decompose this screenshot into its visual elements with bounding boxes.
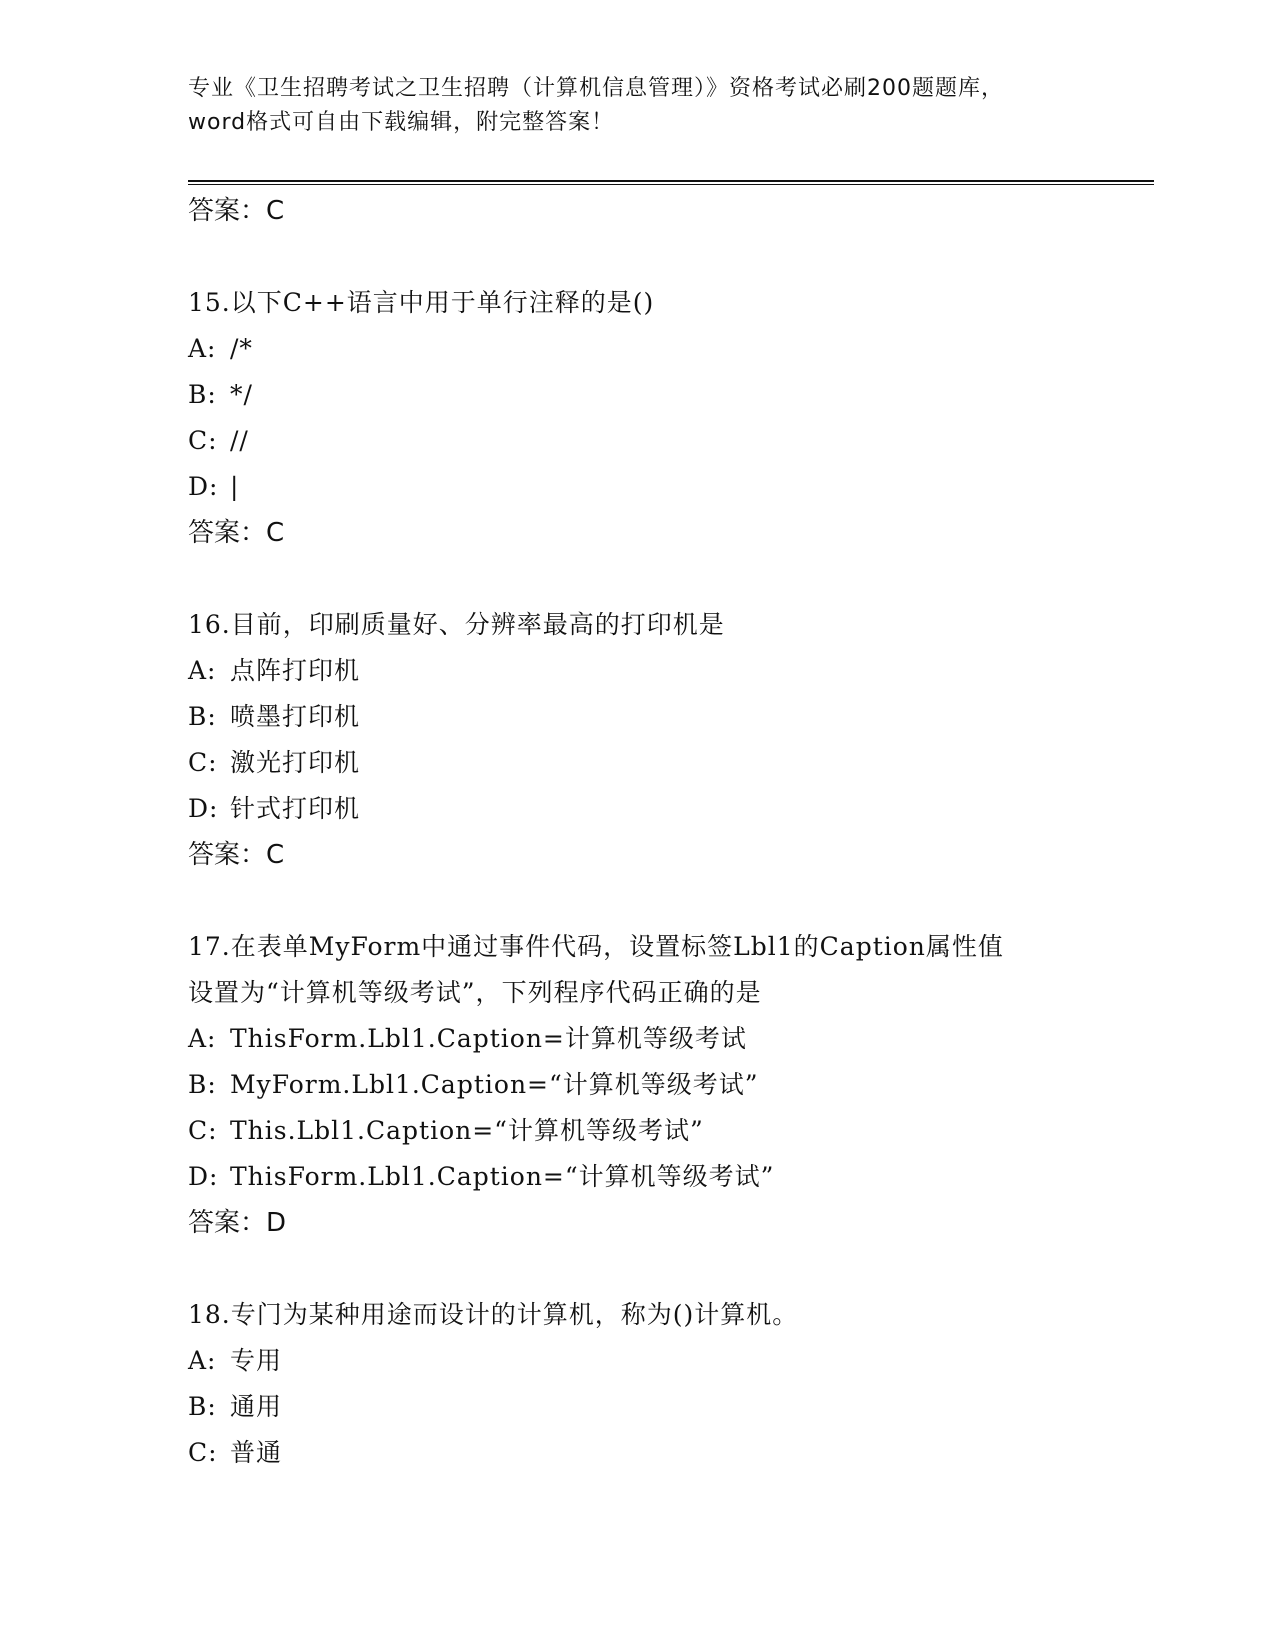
option-c	[188, 1108, 1154, 1154]
option-c	[188, 418, 1154, 464]
option-key: A:	[188, 1024, 217, 1053]
spacer	[188, 234, 1154, 280]
option-b	[188, 1384, 1154, 1430]
option-a	[188, 326, 1154, 372]
option-key: B:	[188, 702, 217, 731]
option-d	[188, 786, 1154, 832]
header-line-1: 专业《卫生招聘考试之卫生招聘（计算机信息管理）》资格考试必刷200题题库，	[188, 76, 1004, 101]
question-15	[188, 280, 1154, 556]
option-key: D:	[188, 794, 219, 823]
option-text: 普通	[230, 1438, 283, 1467]
option-text: MyForm.Lbl1.Caption=“计算机等级考试”	[230, 1070, 759, 1099]
answer-line: 答案：D	[188, 1208, 287, 1238]
question-list	[188, 188, 1154, 1476]
option-c	[188, 740, 1154, 786]
option-key: B:	[188, 380, 217, 409]
option-text: //	[230, 426, 249, 455]
option-key: C:	[188, 748, 218, 777]
question-stem: 16.目前，印刷质量好、分辨率最高的打印机是	[188, 610, 725, 639]
spacer	[188, 878, 1154, 924]
header-divider	[188, 180, 1154, 185]
option-b	[188, 694, 1154, 740]
option-text: 点阵打印机	[230, 656, 361, 685]
option-d	[188, 464, 1154, 510]
spacer	[188, 556, 1154, 602]
option-text: ThisForm.Lbl1.Caption=计算机等级考试	[230, 1024, 747, 1053]
option-text: ThisForm.Lbl1.Caption=“计算机等级考试”	[230, 1162, 775, 1191]
header-line-2: word格式可自由下载编辑，附完整答案！	[188, 110, 615, 135]
option-text: 针式打印机	[230, 794, 361, 823]
answer-line: 答案：C	[188, 518, 285, 548]
document-header	[188, 72, 1088, 140]
option-text: /*	[230, 334, 253, 363]
question-18	[188, 1292, 1154, 1476]
option-a	[188, 1016, 1154, 1062]
spacer	[188, 1246, 1154, 1292]
option-text: |	[230, 472, 240, 501]
question-stem-line-2: 设置为“计算机等级考试”，下列程序代码正确的是	[188, 978, 762, 1007]
option-text: This.Lbl1.Caption=“计算机等级考试”	[230, 1116, 704, 1145]
answer-line: 答案：C	[188, 840, 285, 870]
option-key: D:	[188, 472, 219, 501]
option-text: 喷墨打印机	[230, 702, 361, 731]
option-d	[188, 1154, 1154, 1200]
option-a	[188, 1338, 1154, 1384]
option-key: D:	[188, 1162, 219, 1191]
option-b	[188, 372, 1154, 418]
option-key: C:	[188, 1116, 218, 1145]
option-text: */	[230, 380, 253, 409]
option-key: C:	[188, 426, 218, 455]
question-stem: 15.以下C++语言中用于单行注释的是()	[188, 288, 655, 317]
option-text: 通用	[230, 1392, 283, 1421]
answer-line: 答案：C	[188, 196, 285, 226]
option-key: A:	[188, 656, 217, 685]
option-text: 专用	[230, 1346, 283, 1375]
question-stem-line-1: 17.在表单MyForm中通过事件代码，设置标签Lbl1的Caption属性值	[188, 932, 1004, 961]
option-key: B:	[188, 1070, 217, 1099]
option-c	[188, 1430, 1154, 1476]
option-key: B:	[188, 1392, 217, 1421]
option-text: 激光打印机	[230, 748, 361, 777]
question-16	[188, 602, 1154, 878]
option-key: A:	[188, 334, 217, 363]
question-stem: 18.专门为某种用途而设计的计算机，称为()计算机。	[188, 1300, 799, 1329]
option-a	[188, 648, 1154, 694]
option-b	[188, 1062, 1154, 1108]
option-key: A:	[188, 1346, 217, 1375]
question-17	[188, 924, 1154, 1246]
option-key: C:	[188, 1438, 218, 1467]
